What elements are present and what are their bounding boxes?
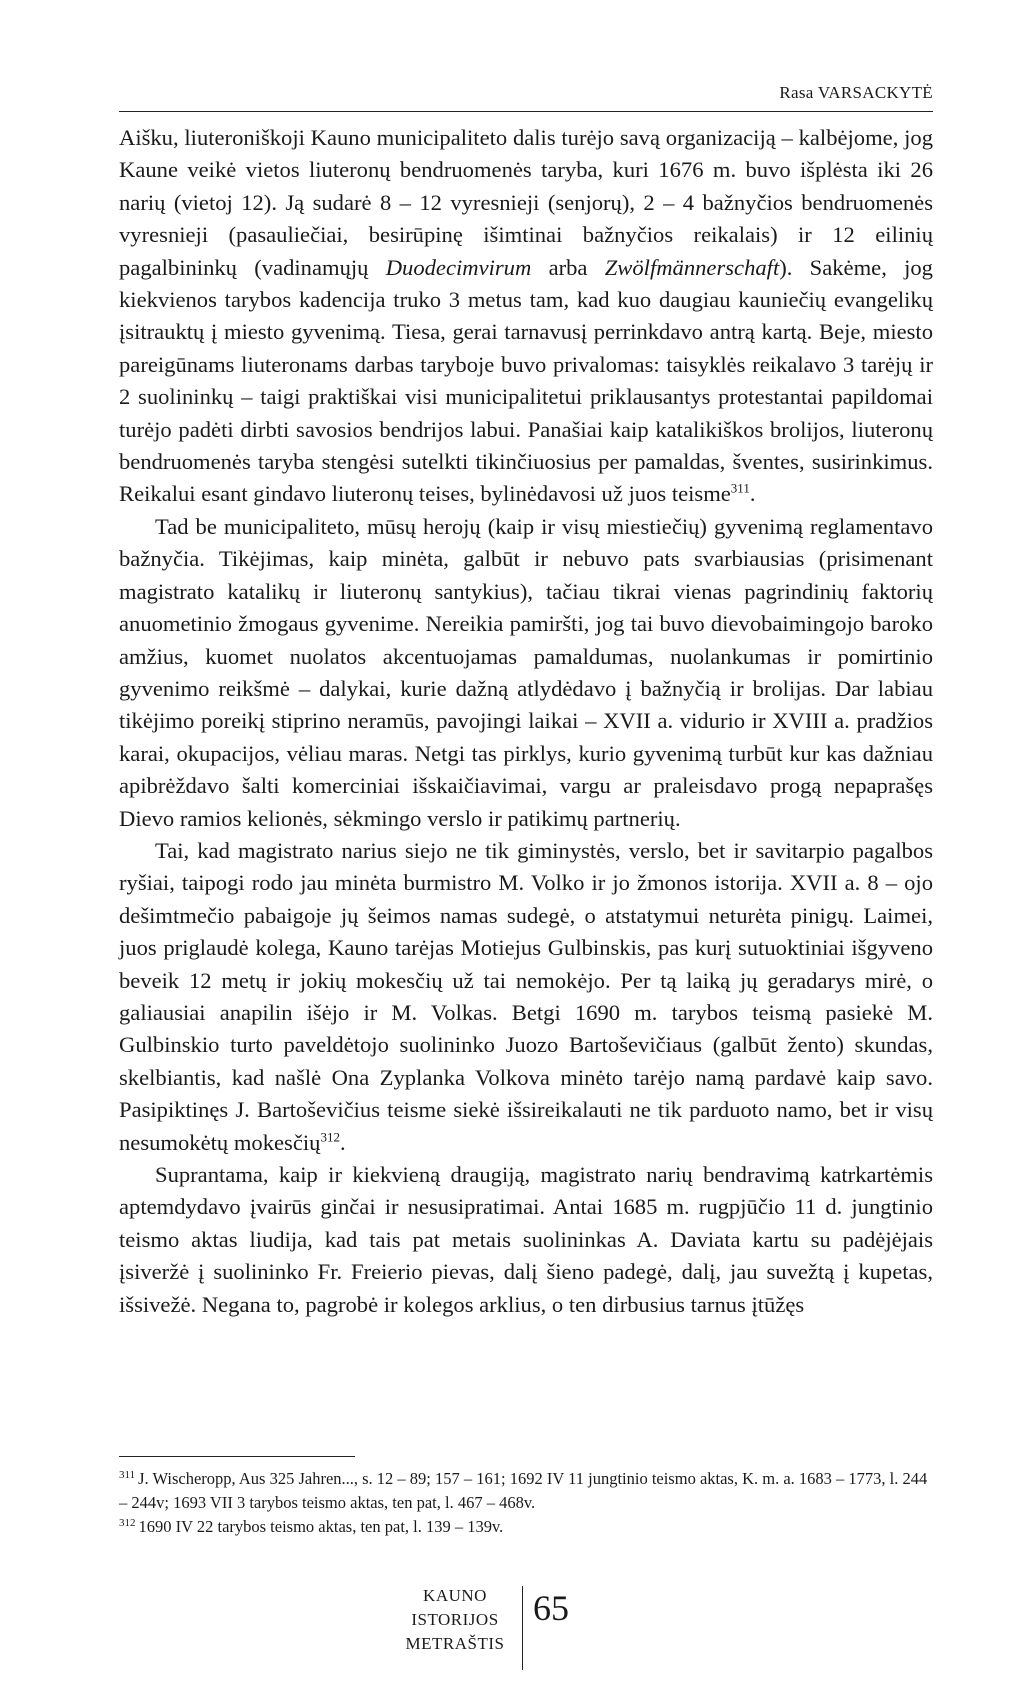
text-run: Tai, kad magistrato narius siejo ne tik giminystės, verslo, bet ir savitarpio pagalbos ryšiai, taipogi rodo jau minėta burmistro M. Volko ir jo žmonos istorija. XVII a. 8 – ojo dešimtmečio pabaigoje jų šeimos namas sudegė, o atstatymui neturėta pinigų. Laimei, juos priglaudė kolega, Kauno tarėjas Motiejus Gulbinskis, pas kurį sutuoktiniai išgyveno beveik 12 metų ir jokių mokesčių už tai nemokėjo. Per tą laiką jų geradarys mirė, o galiausiai anapilin išėjo ir M. Volkas. Betgi 1690 m. tarybos teismą pasiekė M. Gulbinskio turto paveldėtojo suolininko Juozo Bartoševičiaus (galbūt žento) skundas, skelbiantis, kad našlė Ona Zyplanka Volkova minėto tarėjo namą pardavė kaip savo. Pasipiktinęs J. Bartoševičius teisme siekė išsireikalauti ne tik parduoto namo, bet ir visų nesumokėtų mokesčių — [119, 837, 933, 1155]
text-run: arba — [531, 254, 605, 280]
journal-line: METRAŠTIS — [405, 1634, 505, 1653]
page-number: 65 — [533, 1588, 569, 1628]
paragraph-2 — [119, 511, 933, 835]
text-run: Tad be municipaliteto, mūsų herojų (kaip ir visų miestiečių) gyvenimą reglamentavo bažnyčia. Tikėjimas, kaip minėta, galbūt ir nebuvo pats svarbiausias (prisimenant magistrato katalikų ir liuteronų santykius), tačiau tikrai vienas pagrindinių faktorių anuometinio žmogaus gyvenime. Nereikia pamiršti, jog tai buvo dievobaimingojo baroko amžius, kuomet nuolatos akcentuojamas pamaldumas, nuolankumas ir pomirtinio gyvenimo reikšmė – dalykai, kurie dažną atlydėdavo į bažnyčią ir brolijas. Dar labiau tikėjimo poreikį stiprino neramūs, pavojingi laikai – XVII a. vidurio ir XVIII a. pradžios karai, okupacijos, vėliau maras. Netgi tas pirklys, kurio gyvenimą turbūt kur kas dažniau apibrėždavo šalti komerciniai išskaičiavimai, vargu ar praleisdavo progą nepaprašęs Dievo ramios kelionės, sėkmingo verslo ir patikimų partnerių. — [119, 513, 933, 831]
footnote-312 — [119, 1515, 933, 1539]
journal-title — [395, 1584, 515, 1656]
footnotes — [119, 1467, 933, 1539]
text-run: Suprantama, kaip ir kiekvieną draugiją, magistrato narių bendravimą katrkartėmis aptemdydavo įvairūs ginčai ir nesusipratimai. Antai 1685 m. rugpjūčio 11 d. jungtinio teismo aktas liudija, kad tais pat metais suolininkas A. Daviata kartu su padėjėjais įsiveržė į suolininko Fr. Freierio pievas, dalį šieno padegė, dalį, jau suvežtą į kupetas, išsivežė. Negana to, pagrobė ir kolegos arklius, o ten dirbusius tarnus įtūžęs — [119, 1162, 933, 1317]
italic-term: Zwölfmännerschaft — [604, 254, 780, 280]
text-run: ). Sakėme, jog kiekvienos tarybos kadencija truko 3 metus tam, kad kuo daugiau kauniečių evangelikų įsitrauktų į miesto gyvenimą. Tiesa, gerai tarnavusį perrinkdavo antrą kartą. Beje, miesto pareigūnams liuteronams darbas taryboje buvo privalomas: taisyklės reikalavo 3 tarėjų ir 2 suolininkų – taigi praktiškai visi municipalitetui priklausantys protestantai papildomai turėjo padėti dirbti savosios bendrijos labui. Panašiai kaip katalikiškos brolijos, liuteronų bendruomenės taryba stengėsi sutelkti tikinčiuosius per pamaldas, šventes, susirinkimus. Reikalui esant gindavo liuteronų teises, bylinėdavosi už juos teisme — [119, 254, 933, 507]
footnote-text: J. Wischeropp, Aus 325 Jahren..., s. 12 – 89; 157 – 161; 1692 IV 11 jungtinio teismo aktas, K. m. a. 1683 – 1773, l. 244 – 244v; 1693 VII 3 tarybos teismo aktas, ten pat, l. 467 – 468v. — [119, 1469, 928, 1512]
paragraph-1 — [119, 122, 933, 511]
footnote-ref-312[interactable]: 312 — [320, 1129, 340, 1145]
body-text — [119, 122, 933, 1321]
footnote-mark: 311 — [119, 1468, 136, 1481]
paragraph-3 — [119, 835, 933, 1159]
footnote-divider — [119, 1456, 355, 1457]
footnote-311 — [119, 1467, 933, 1515]
text-run: Aišku, liuteroniškoji Kauno municipaliteto dalis turėjo savą organizaciją – kalbėjome, jog Kaune veikė vietos liuteronų bendruomenės taryba, kuri 1676 m. buvo išplėsta iki 26 narių (vietoj 12). Ją sudarė 8 – 12 vyresnieji (senjorų), 2 – 4 bažnyčios bendruomenės vyresnieji (pasauliečiai, besirūpinę išimtinai bažnyčios reikalais) ir 12 eilinių pagalbininkų (vadinamųjų — [119, 125, 933, 280]
paragraph-4 — [119, 1159, 933, 1321]
footnote-ref-311[interactable]: 311 — [730, 480, 750, 496]
footnote-text: 1690 IV 22 tarybos teismo aktas, ten pat, l. 139 – 139v. — [138, 1517, 504, 1536]
text-run: . — [339, 1129, 346, 1155]
journal-separator — [522, 1586, 523, 1670]
text-run: . — [749, 481, 756, 507]
author-name: Rasa VARSACKYTĖ — [779, 83, 933, 102]
footnote-mark: 312 — [119, 1516, 136, 1529]
journal-line: KAUNO — [423, 1586, 487, 1605]
running-head — [119, 81, 933, 112]
journal-line: ISTORIJOS — [411, 1610, 499, 1629]
italic-term: Duodecimvirum — [385, 254, 532, 280]
